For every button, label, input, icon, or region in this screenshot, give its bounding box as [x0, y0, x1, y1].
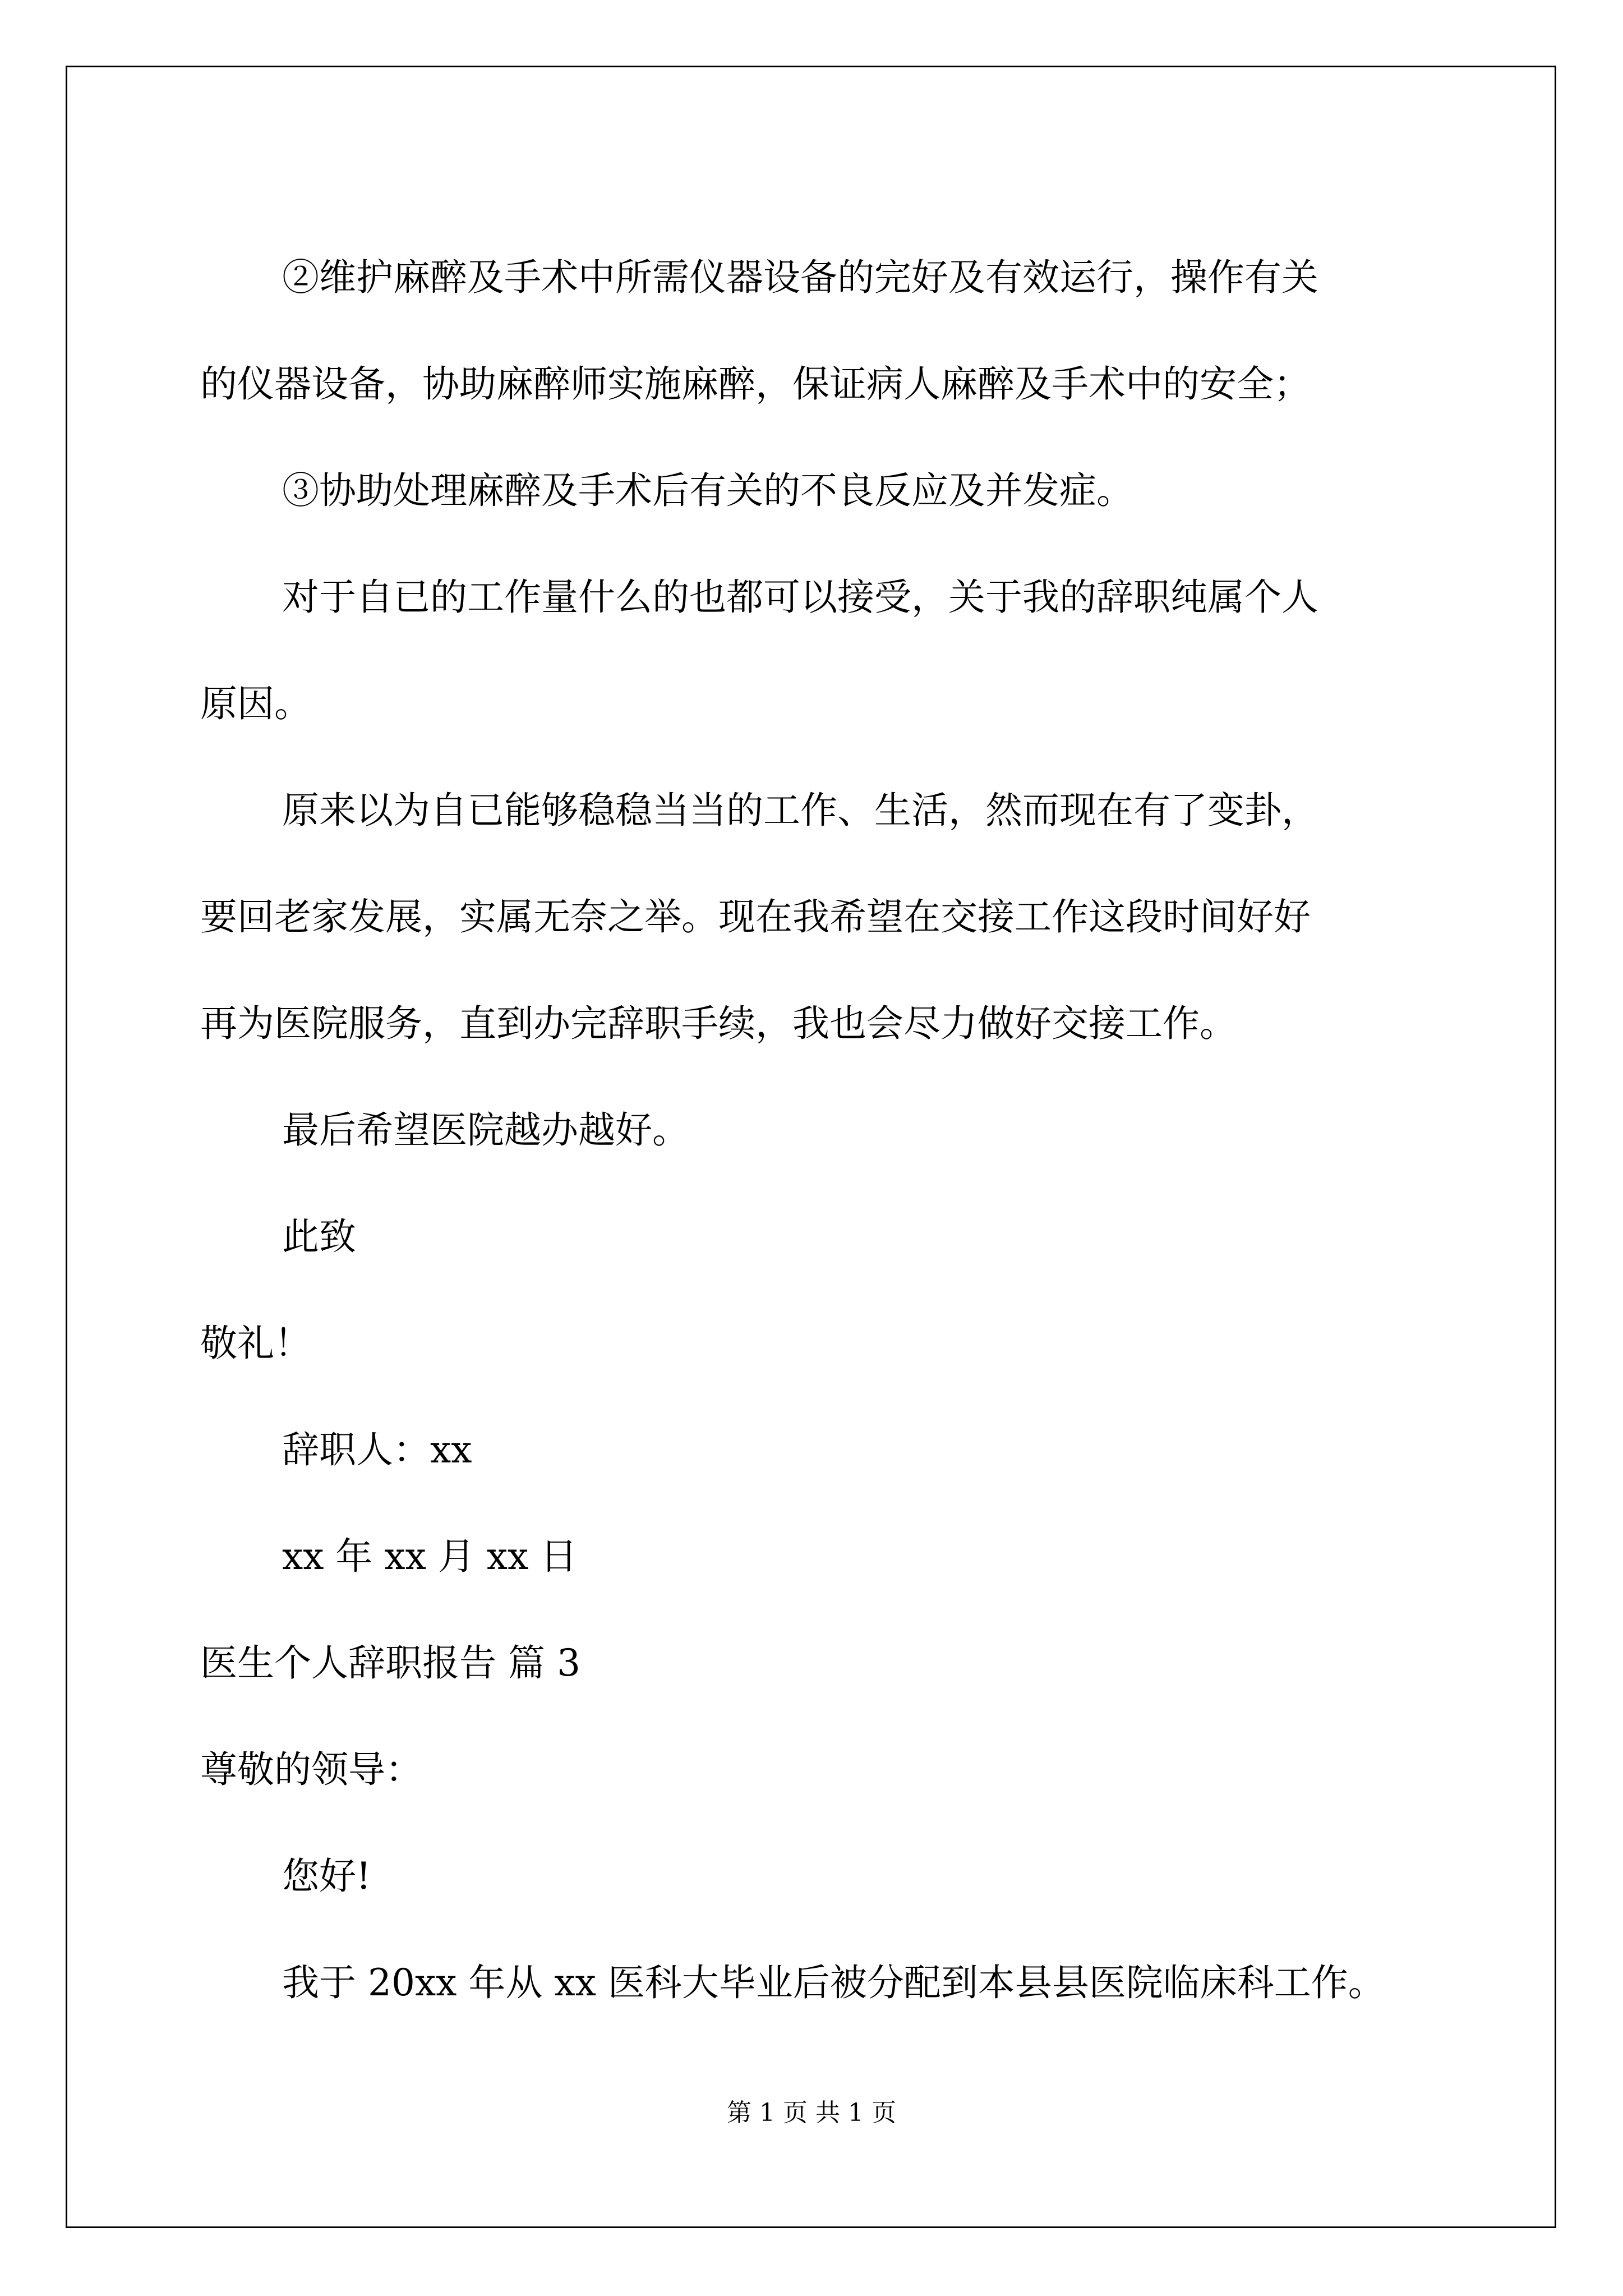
- greeting-hello: 您好!: [282, 1855, 371, 1898]
- paragraph-line: 最后希望医院越办越好。: [282, 1108, 689, 1152]
- paragraph-line: 对于自已的工作量什么的也都可以接受，关于我的辞职纯属个人: [282, 576, 1318, 619]
- signature-name: 辞职人：xx: [282, 1428, 472, 1471]
- document-body: [200, 224, 1428, 2036]
- paragraph-line: 原来以为自已能够稳稳当当的工作、生活，然而现在有了变卦，: [282, 789, 1318, 832]
- paragraph-line: 要回老家发展，实属无奈之举。现在我希望在交接工作这段时间好好: [200, 895, 1311, 938]
- paragraph-line: 的仪器设备，协助麻醉师实施麻醉，保证病人麻醉及手术中的安全；: [200, 362, 1311, 406]
- paragraph-line: ③协助处理麻醉及手术后有关的不良反应及并发症。: [282, 469, 1133, 512]
- greeting-addressee: 尊敬的领导：: [200, 1748, 422, 1791]
- closing-respect: 敬礼！: [200, 1322, 311, 1365]
- section-heading: 医生个人辞职报告 篇 3: [200, 1641, 580, 1685]
- paragraph-line: 原因。: [200, 682, 311, 725]
- page-footer: 第 1 页 共 1 页: [727, 2099, 896, 2127]
- paragraph-line: 再为医院服务，直到办完辞职手续，我也会尽力做好交接工作。: [200, 1002, 1237, 1045]
- paragraph-line: 我于 20xx 年从 xx 医科大毕业后被分配到本县县医院临床科工作。: [282, 1961, 1385, 2004]
- closing-salutation: 此致: [282, 1215, 356, 1258]
- signature-date: xx 年 xx 月 xx 日: [282, 1535, 578, 1578]
- paragraph-line: ②维护麻醉及手术中所需仪器设备的完好及有效运行，操作有关: [282, 256, 1318, 299]
